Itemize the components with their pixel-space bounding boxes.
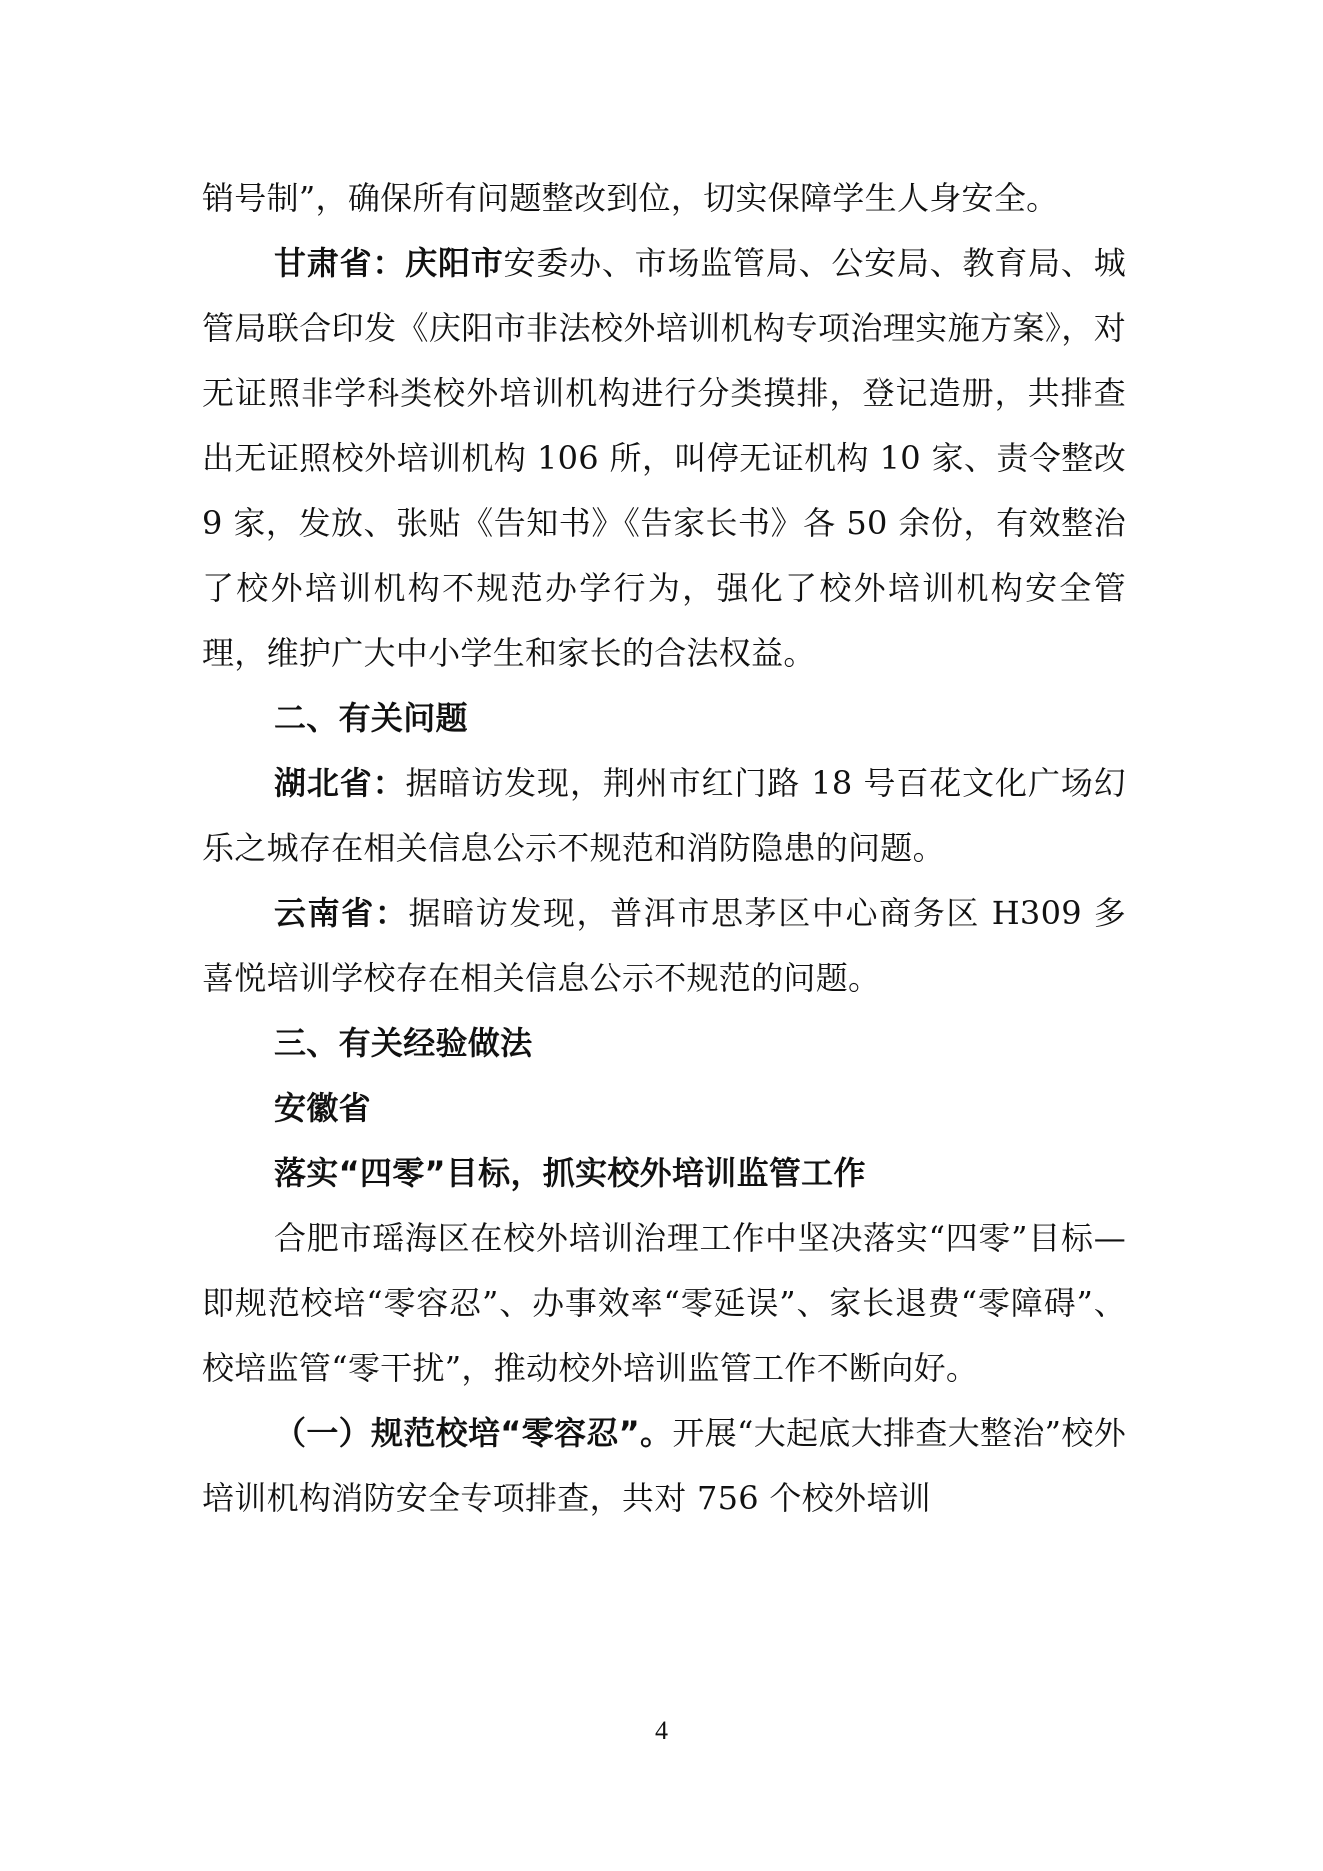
section-heading-experience: 三、有关经验做法 bbox=[274, 1024, 533, 1062]
section-heading-issues: 二、有关问题 bbox=[274, 699, 468, 737]
paragraph-yunnan bbox=[202, 881, 1126, 1011]
document-body bbox=[202, 166, 1126, 1531]
province-heading-anhui: 安徽省 bbox=[274, 1089, 371, 1127]
subsection-title: 落实“四零”目标，抓实校外培训监管工作 bbox=[274, 1154, 866, 1192]
province-label-hubei: 湖北省： bbox=[274, 764, 406, 802]
paragraph-continuation: 销号制”，确保所有问题整改到位，切实保障学生人身安全。 bbox=[202, 179, 1059, 217]
subsection-lead: （一）规范校培“零容忍”。 bbox=[274, 1414, 673, 1452]
city-label-qingyang: 庆阳市 bbox=[405, 244, 504, 282]
paragraph-zero-tolerance-text: 开展“大起底大排查大整治”校外培训机构消防安全专项排查，共对 756 个校外培训 bbox=[202, 1414, 1126, 1517]
paragraph-hefei: 合肥市瑶海区在校外培训治理工作中坚决落实“四零”目标—即规范校培“零容忍”、办事效率“零延误”、家长退费“零障碍”、校培监管“零干扰”，推动校外培训监管工作不断向好。 bbox=[202, 1219, 1126, 1387]
province-label-yunnan: 云南省： bbox=[274, 894, 409, 932]
paragraph-gansu bbox=[202, 231, 1126, 686]
province-label-gansu: 甘肃省： bbox=[274, 244, 406, 282]
paragraph-yunnan-text: 据暗访发现，普洱市思茅区中心商务区 H309 多喜悦培训学校存在相关信息公示不规范的问题。 bbox=[202, 894, 1126, 997]
page-number: 4 bbox=[655, 1716, 668, 1745]
paragraph-gansu-text: 安委办、市场监管局、公安局、教育局、城管局联合印发《庆阳市非法校外培训机构专项治理实施方案》，对无证照非学科类校外培训机构进行分类摸排，登记造册，共排查出无证照校外培训机构 106 所，叫停无证机构 10 家、责令整改 9 家，发放、张贴《告知书》《告家长书》各 50 余份，有效整治了校外培训机构不规范办学行为，强化了校外培训机构安全管理，维护广大中小学生和家长的合法权益。 bbox=[202, 244, 1127, 672]
paragraph-zero-tolerance bbox=[202, 1401, 1126, 1531]
paragraph-hubei bbox=[202, 751, 1126, 881]
paragraph-hubei-text: 据暗访发现，荆州市红门路 18 号百花文化广场幻乐之城存在相关信息公示不规范和消防隐患的问题。 bbox=[202, 764, 1127, 867]
